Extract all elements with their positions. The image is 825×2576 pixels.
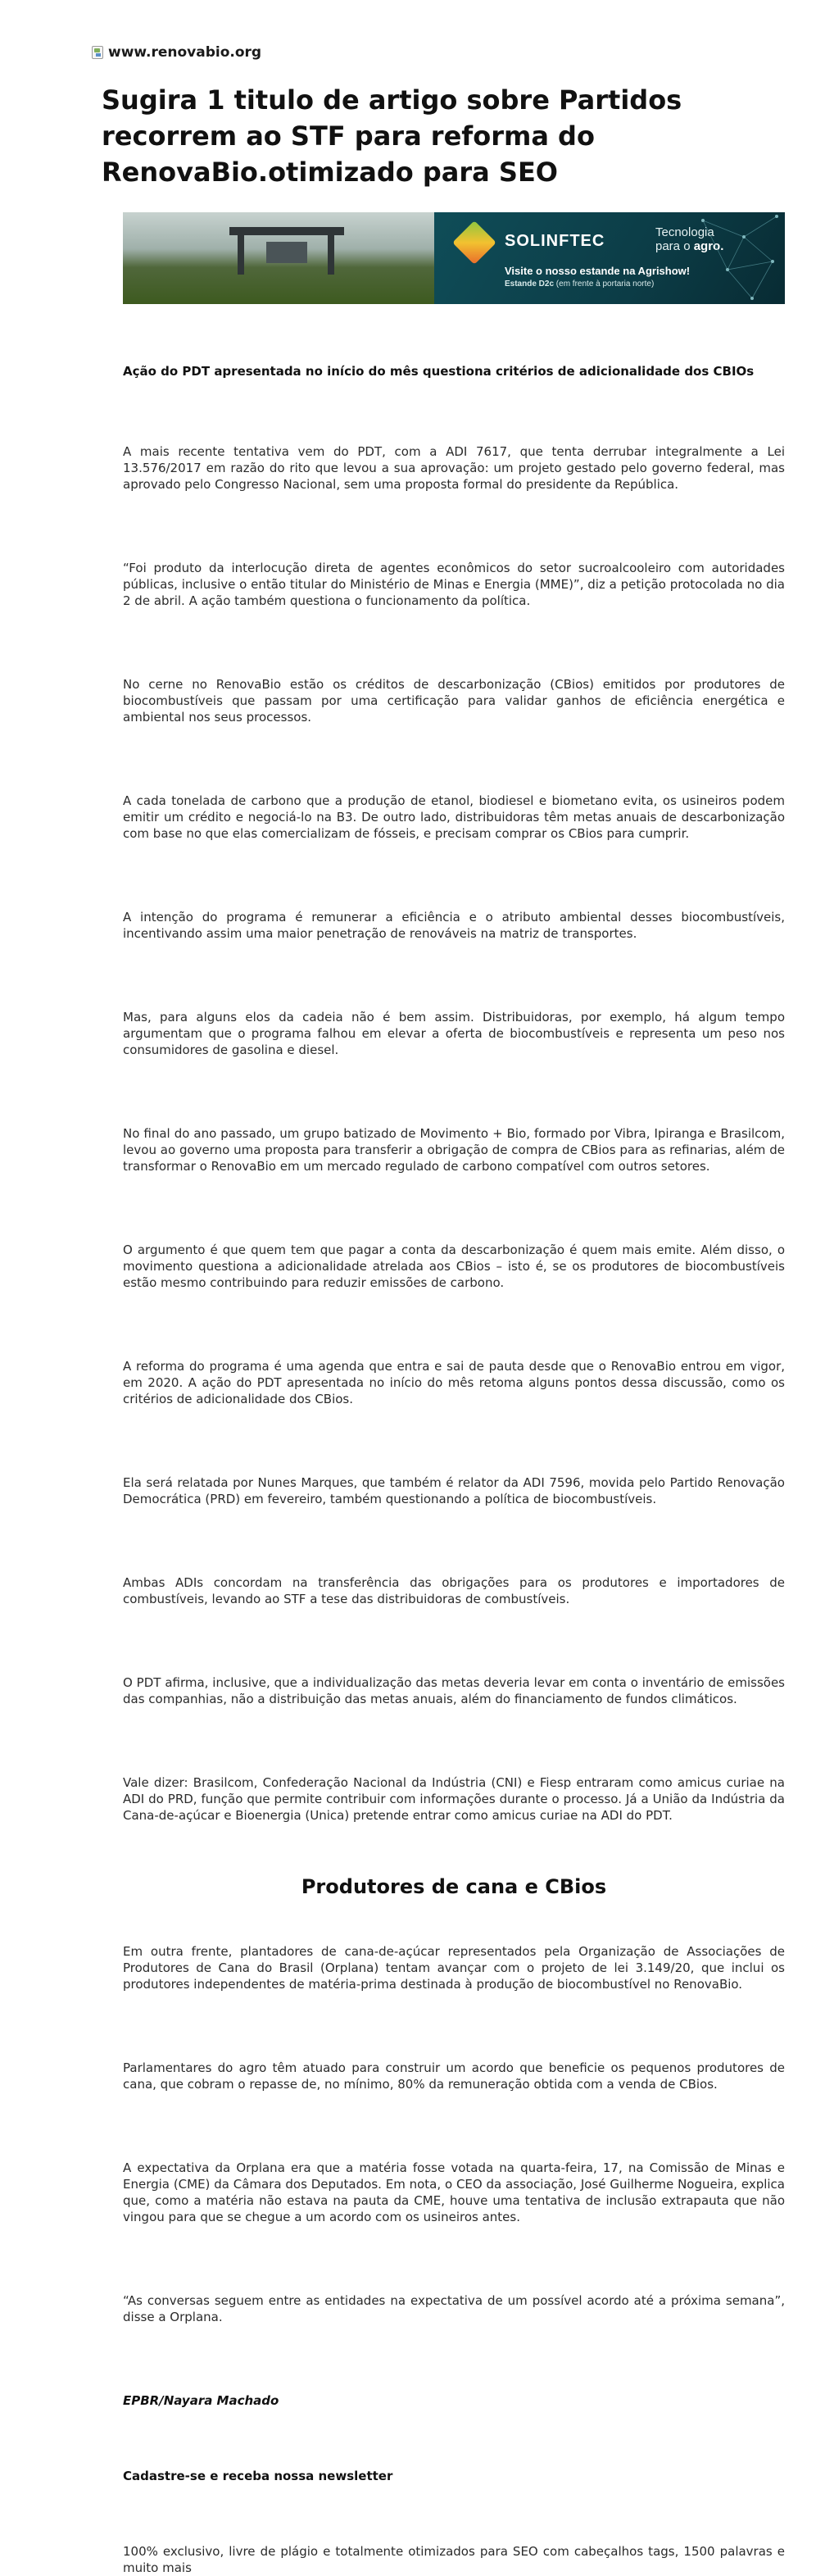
banner-tagline-line1: Tecnologia bbox=[655, 225, 714, 239]
article-paragraph: “As conversas seguem entre as entidades na expectativa de um possível acordo até a próxima semana”, disse a Orplana. bbox=[123, 2293, 785, 2324]
footer-note: 100% exclusivo, livre de plágio e totalmente otimizados para SEO com cabeçalhos tags, 1500 palavras e muito mais bbox=[123, 2544, 785, 2575]
section-heading: Produtores de cana e CBios bbox=[301, 1875, 607, 1898]
article-paragraph: Vale dizer: Brasilcom, Confederação Nacional da Indústria (CNI) e Fiesp entraram como amicus curiae na ADI do PRD, função que permite contribuir com informações durante o processo. Já a União da Indústria da Cana-de-açúcar e Bioenergia (Unica) pretende entrar como amicus curiae na ADI do PDT. bbox=[123, 1775, 785, 1823]
article-lead: Ação do PDT apresentada no início do mês questiona critérios de adicionalidade dos CBIOs bbox=[123, 364, 755, 379]
farm-machine-illustration bbox=[229, 227, 344, 273]
author-credit: EPBR/Nayara Machado bbox=[123, 2393, 279, 2408]
article-paragraph: Parlamentares do agro têm atuado para construir um acordo que beneficie os pequenos produtores de cana, que cobram o repasse de, no mínimo, 80% da remuneração obtida com a venda de CBios. bbox=[123, 2060, 785, 2092]
article-paragraph: No final do ano passado, um grupo batizado de Movimento + Bio, formado por Vibra, Ipiranga e Brasilcom, levou ao governo uma proposta para transferir a obrigação de compra de CBios para as refinarias, além de transformar o RenovaBio em um mercado regulado de carbono compatível com outros setores. bbox=[123, 1126, 785, 1174]
page-title: Sugira 1 titulo de artigo sobre Partidos recorrem ao STF para reforma do RenovaBio.otimizado para SEO bbox=[102, 84, 682, 188]
site-url[interactable]: www.renovabio.org bbox=[108, 44, 262, 61]
ad-banner[interactable] bbox=[123, 212, 785, 304]
article-paragraph: No cerne no RenovaBio estão os créditos de descarbonização (CBios) emitidos por produtores de biocombustíveis que passam por uma certificação para validar ganhos de eficiência energética e ambiental nos seus processos. bbox=[123, 677, 785, 725]
article-paragraph: Em outra frente, plantadores de cana-de-açúcar representados pela Organização de Associações de Produtores de Cana do Brasil (Orplana) tentam avançar com o projeto de lei 3.149/20, que inclui os produtores independentes de matéria-prima destinada à produção de biocombustível no RenovaBio. bbox=[123, 1944, 785, 1992]
article-paragraph: Ambas ADIs concordam na transferência das obrigações para os produtores e importadores de combustíveis, levando ao STF a tese das distribuidoras de combustíveis. bbox=[123, 1575, 785, 1606]
network-lines-decoration bbox=[695, 212, 785, 304]
site-logo[interactable] bbox=[92, 44, 261, 61]
newsletter-signup-text: Cadastre-se e receba nossa newsletter bbox=[123, 2469, 393, 2483]
article-body bbox=[123, 363, 785, 2576]
article-paragraph: Ela será relatada por Nunes Marques, que também é relator da ADI 7596, movida pelo Partido Renovação Democrática (PRD) em fevereiro, também questionando a política de biocombustíveis. bbox=[123, 1475, 785, 1506]
banner-tagline-line2-prefix: para o bbox=[655, 239, 694, 253]
banner-cta: Visite o nosso estande na Agrishow! bbox=[505, 265, 691, 277]
brand-logo-icon bbox=[452, 220, 496, 265]
banner-tagline-line2-bold: agro. bbox=[693, 239, 724, 253]
article-paragraph: O argumento é que quem tem que pagar a conta da descarbonização é quem mais emite. Além disso, o movimento questiona a adicionalidade atrelada aos CBios – isto é, se os produtores de biocombustíveis estão mesmo contribuindo para reduzir emissões de carbono. bbox=[123, 1243, 785, 1290]
article-paragraph: O PDT afirma, inclusive, que a individualização das metas deveria levar em conta o inventário de emissões das companhias, não a distribuição das metas anuais, além do financiamento de fundos climáticos. bbox=[123, 1675, 785, 1706]
banner-brand-panel bbox=[434, 212, 785, 304]
banner-stand bbox=[505, 279, 654, 288]
broken-image-icon bbox=[92, 46, 103, 59]
article-paragraph: A mais recente tentativa vem do PDT, com a ADI 7617, que tenta derrubar integralmente a Lei 13.576/2017 em razão do rito que levou a sua aprovação: um projeto gestado pelo governo federal, mas aprovado pelo Congresso Nacional, sem uma proposta formal do presidente da República. bbox=[123, 444, 785, 492]
banner-stand-label: Estande D2c bbox=[505, 279, 555, 288]
article-paragraph: Mas, para alguns elos da cadeia não é bem assim. Distribuidoras, por exemplo, há algum tempo argumentam que o programa falhou em elevar a oferta de biocombustíveis e representa um peso nos consumidores de gasolina e diesel. bbox=[123, 1010, 785, 1057]
banner-photo bbox=[123, 212, 434, 304]
banner-brand-name: SOLINFTEC bbox=[505, 232, 605, 250]
article-paragraph: A reforma do programa é uma agenda que entra e sai de pauta desde que o RenovaBio entrou em vigor, em 2020. A ação do PDT apresentada no início do mês retoma alguns pontos dessa discussão, como os critérios de adicionalidade dos CBios. bbox=[123, 1359, 785, 1406]
banner-stand-note: (em frente à portaria norte) bbox=[554, 279, 655, 288]
article-paragraph: A expectativa da Orplana era que a matéria fosse votada na quarta-feira, 17, na Comissão de Minas e Energia (CME) da Câmara dos Deputados. Em nota, o CEO da associação, José Guilherme Nogueira, explica que, como a matéria não estava na pauta da CME, houve uma tentativa de inclusão extrapauta que não vingou para que se chegue a um acordo com os usineiros antes. bbox=[123, 2160, 785, 2224]
article-paragraph: A intenção do programa é remunerar a eficiência e o atributo ambiental desses biocombustíveis, incentivando assim uma maior penetração de renováveis na matriz de transportes. bbox=[123, 910, 785, 941]
article-paragraph: “Foi produto da interlocução direta de agentes econômicos do setor sucroalcooleiro com autoridades públicas, inclusive o então titular do Ministério de Minas e Energia (MME)”, diz a petição protocolada no dia 2 de abril. A ação também questiona o funcionamento da política. bbox=[123, 561, 785, 608]
article-paragraph: A cada tonelada de carbono que a produção de etanol, biodiesel e biometano evita, os usineiros podem emitir um crédito e negociá-lo na B3. De outro lado, distribuidoras têm metas anuais de descarbonização com base no que elas comercializam de fósseis, e precisam comprar os CBios para cumprir. bbox=[123, 793, 785, 841]
